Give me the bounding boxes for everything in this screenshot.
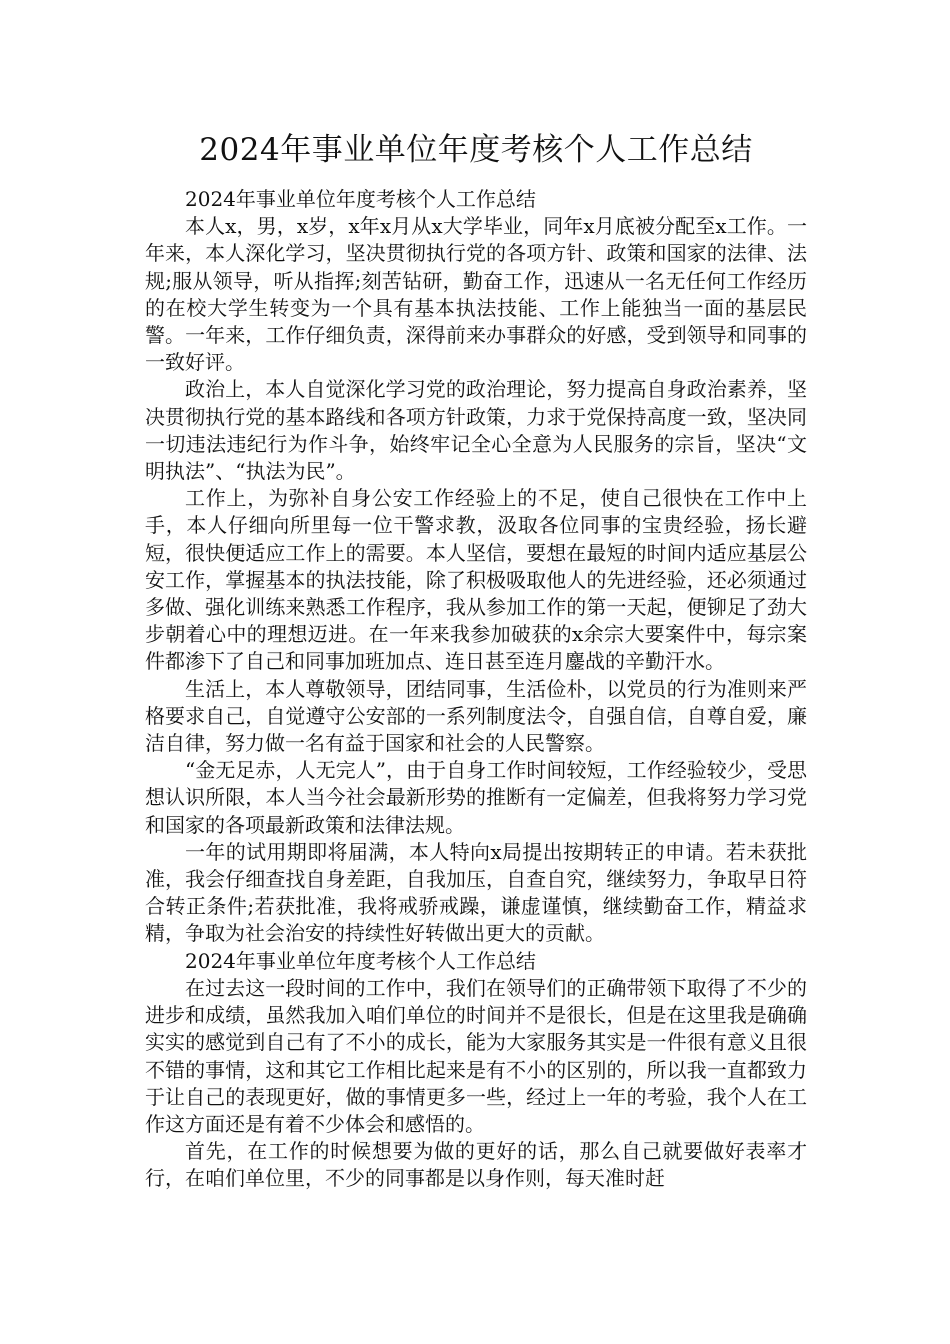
document-title: 2024年事业单位年度考核个人工作总结 (199, 132, 753, 168)
subtitle-line-2: 2024年事业单位年度考核个人工作总结 (185, 948, 536, 973)
document-body (145, 186, 807, 1193)
paragraph-probation: 一年的试用期即将届满，本人特向x局提出按期转正的申请。若未获批准，我会仔细查找自身差距，自我加压，自查自究，继续努力，争取早日符合转正条件;若获批准，我将戒骄戒躁，谦虚谨慎，继续勤奋工作，精益求精，争取为社会治安的持续性好转做出更大的贡献。 (145, 839, 807, 946)
paragraph-shortcomings: “金无足赤，人无完人”，由于自身工作时间较短，工作经验较少，受思想认识所限，本人当今社会最新形势的推断有一定偏差，但我将努力学习党和国家的各项最新政策和法律法规。 (145, 758, 807, 837)
subtitle-line: 2024年事业单位年度考核个人工作总结 (185, 187, 536, 211)
paragraph-first: 首先，在工作的时候想要为做的更好的话，那么自己就要做好表率才行，在咱们单位里，不少的同事都是以身作则，每天准时赶 (145, 1139, 807, 1191)
paragraph-politics: 政治上，本人自觉深化学习党的政治理论，努力提高自身政治素养，坚决贯彻执行党的基本路线和各项方针政策，力求于党保持高度一致，坚决同一切违法违纪行为作斗争，始终牢记全心全意为人民服务的宗旨，坚决“文明执法”、“执法为民”。 (145, 377, 807, 484)
paragraph-life: 生活上，本人尊敬领导，团结同事，生活俭朴，以党员的行为准则来严格要求自己，自觉遵守公安部的一系列制度法令，自强自信，自尊自爱，廉洁自律，努力做一名有益于国家和社会的人民警察。 (145, 676, 807, 756)
paragraph-intro: 本人x，男，x岁，x年x月从x大学毕业，同年x月底被分配至x工作。一年来，本人深化学习，坚决贯彻执行党的各项方针、政策和国家的法律、法规;服从领导，听从指挥;刻苦钻研，勤奋工作，迅速从一名无任何工作经历的在校大学生转变为一个具有基本执法技能、工作上能独当一面的基层民警。一年来，工作仔细负责，深得前来办事群众的好感，受到领导和同事的一致好评。 (145, 214, 807, 375)
paragraph-work: 工作上，为弥补自身公安工作经验上的不足，使自己很快在工作中上手，本人仔细向所里每一位干警求教，汲取各位同事的宝贵经验，扬长避短，很快便适应工作上的需要。本人坚信，要想在最短的时间内适应基层公安工作，掌握基本的执法技能，除了积极吸取他人的先进经验，还必须通过多做、强化训练来熟悉工作程序，我从参加工作的第一天起，便铆足了劲大步朝着心中的理想迈进。在一年来我参加破获的x余宗大要案件中，每宗案件都渗下了自己和同事加班加点、连日甚至连月鏖战的辛勤汗水。 (145, 486, 807, 674)
paragraph-reflection: 在过去这一段时间的工作中，我们在领导们的正确带领下取得了不少的进步和成绩，虽然我加入咱们单位的时间并不是很长，但是在这里我是确确实实的感觉到自己有了不小的成长，能为大家服务其实是一件很有意义且很不错的事情，这和其它工作相比起来是有不小的区别的，所以我一直都致力于让自己的表现更好，做的事情更多一些，经过上一年的考验，我个人在工作这方面还是有着不少体会和感悟的。 (145, 975, 807, 1136)
document-page (145, 128, 807, 1193)
